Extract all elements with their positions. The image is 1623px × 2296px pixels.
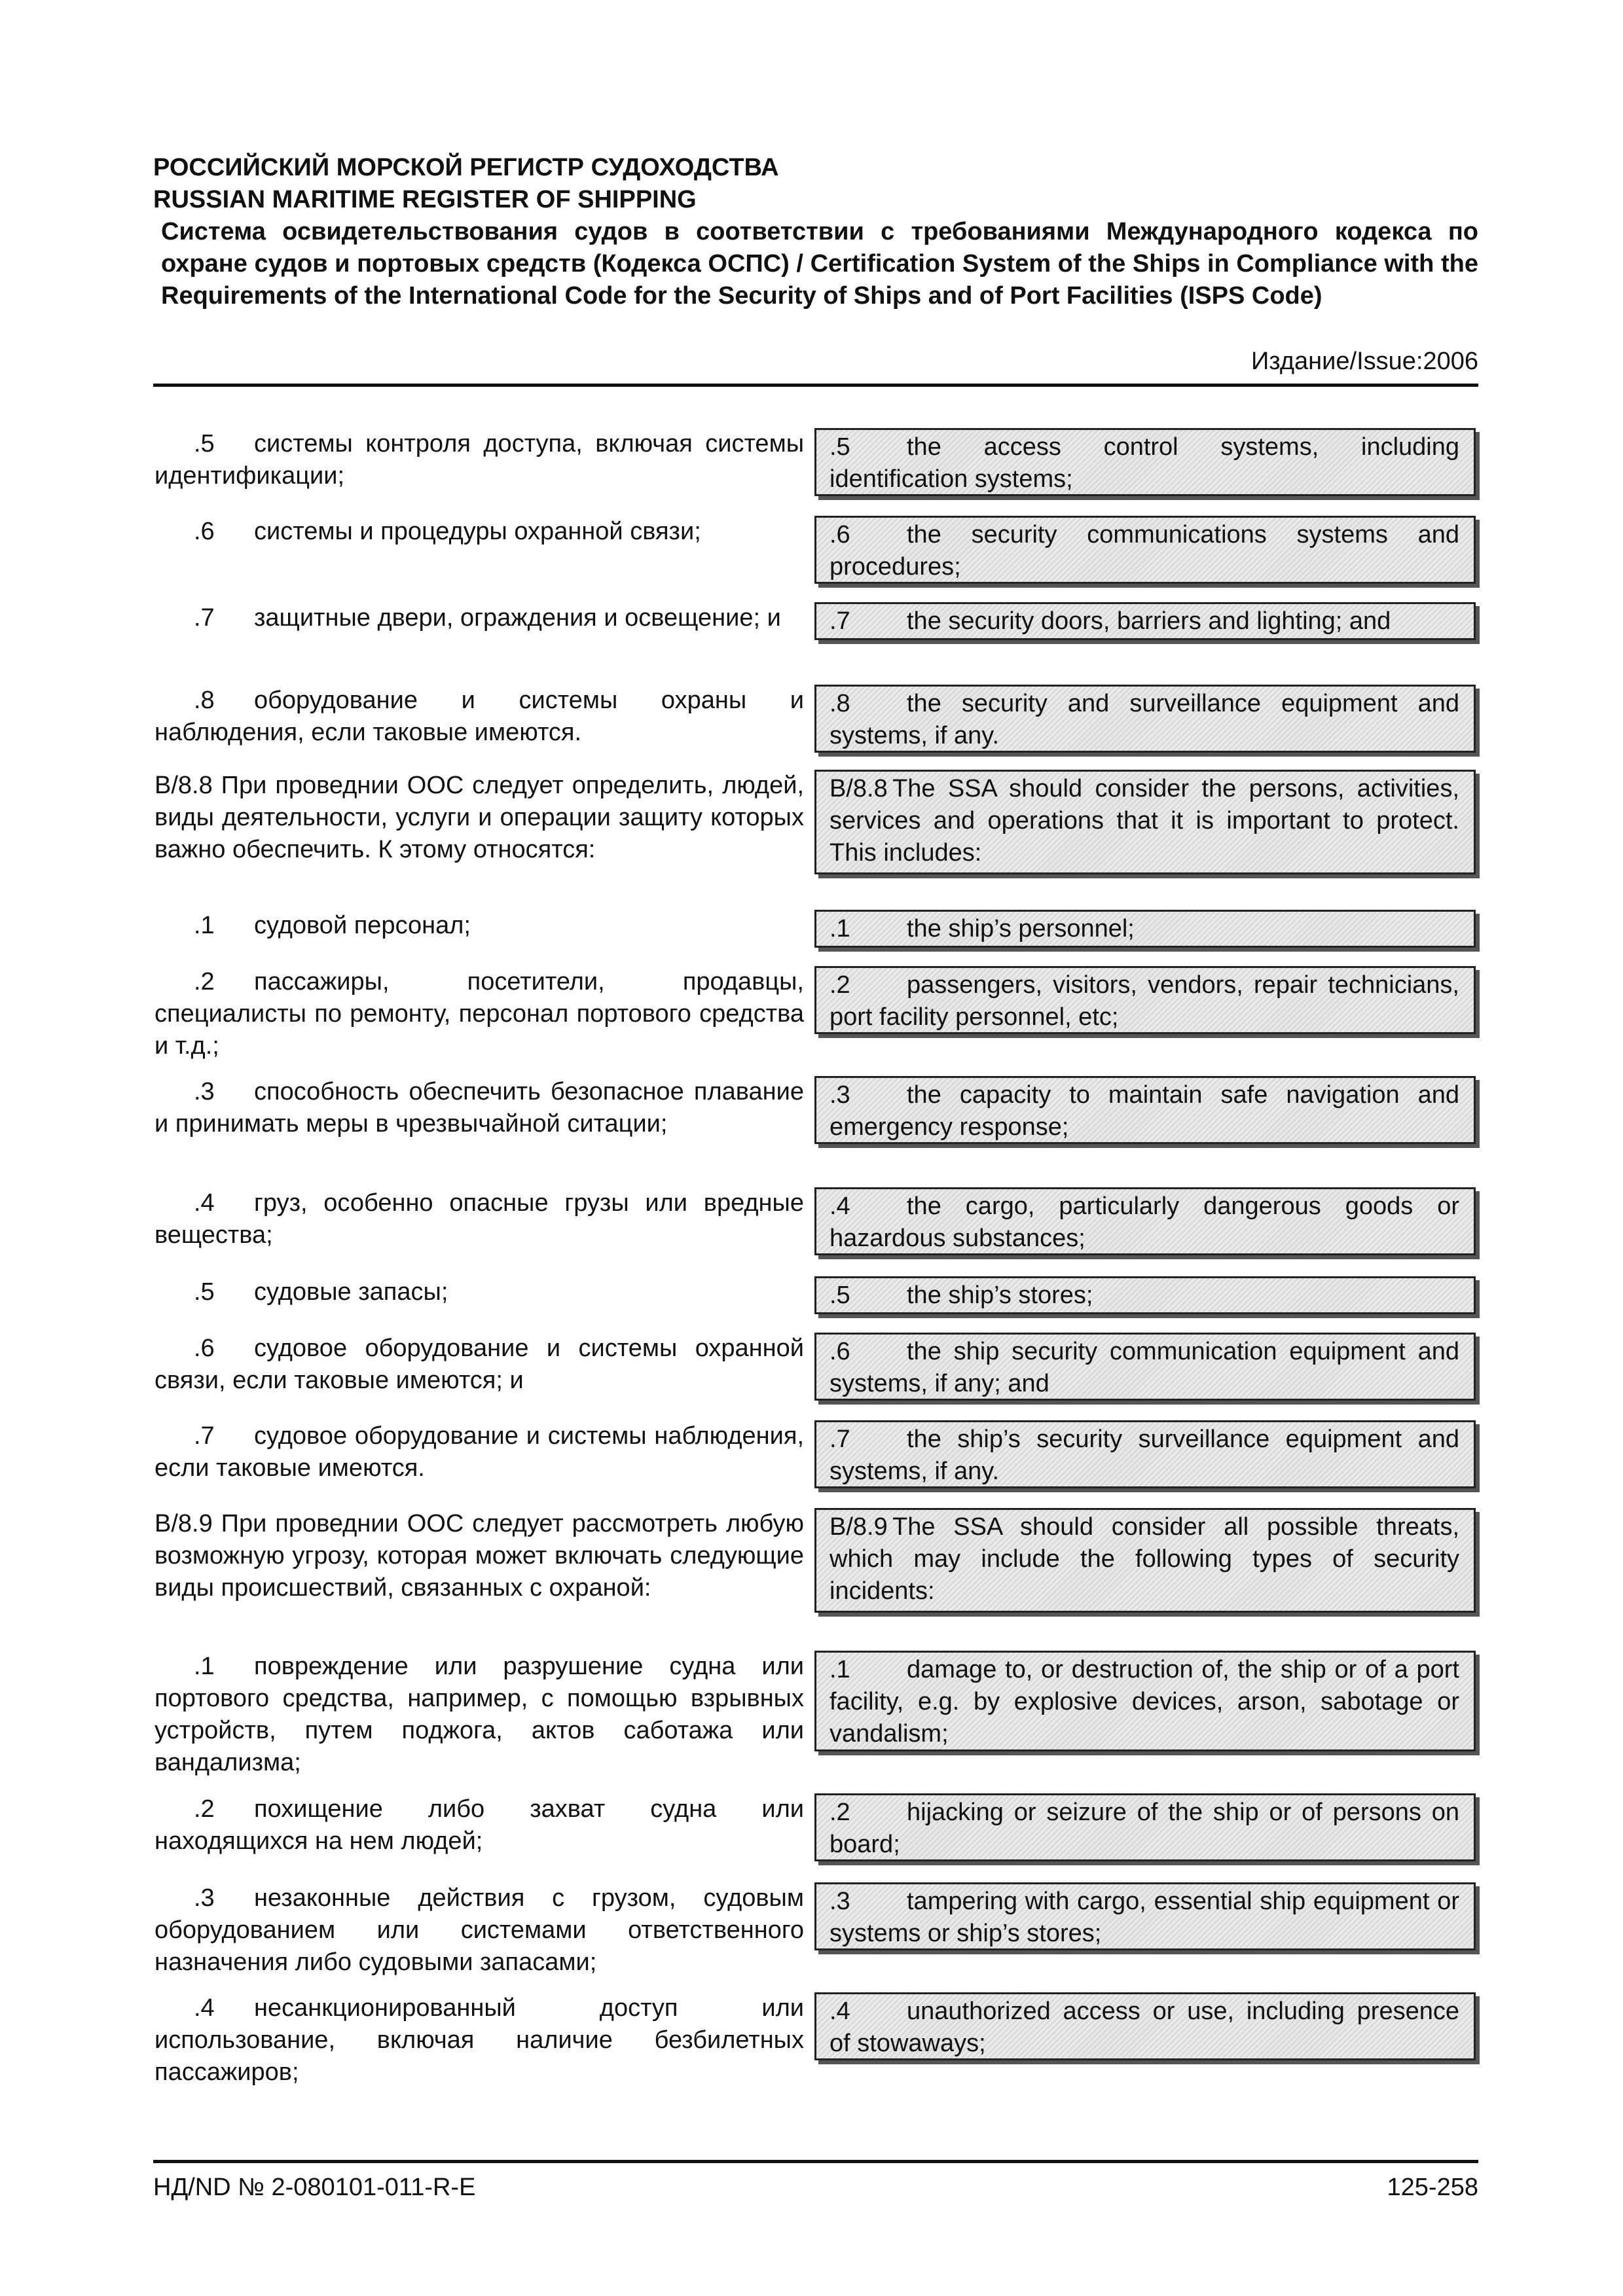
ru-item: .5 системы контроля доступа, включая системы идентификации; <box>155 430 804 490</box>
document-subtitle: Система освидетельствования судов в соответствии с требованиями Международного кодекса по охране судов и портовых средств (Кодекса ОСПС) / Certification System of the Ships in Compliance with the Requirements of the International Code for the Security of Ships and of Port Facilities (ISPS Code) <box>161 218 1478 310</box>
en-item-box: .3 the capacity to maintain safe navigation and emergency response; <box>814 1076 1476 1144</box>
ru-item: .1 повреждение или разрушение судна или портового средства, например, с помощью взрывных устройств, путем поджога, актов саботажа или вандализма; <box>155 1653 804 1776</box>
ru-item: .1 судовой персонал; <box>194 912 471 939</box>
ru-item: .5 судовые запасы; <box>194 1278 448 1306</box>
ru-item: .4 несанкционированный доступ или использование, включая наличие безбилетных пассажиров; <box>155 1994 804 2086</box>
ru-item: .4 груз, особенно опасные грузы или вредные вещества; <box>155 1189 804 1249</box>
header-rule <box>153 384 1478 387</box>
footer-rule <box>153 2160 1478 2163</box>
ru-item: .3 незаконные действия с грузом, судовым оборудованием или системами ответственного назначения либо судовыми запасами; <box>155 1884 804 1976</box>
en-item-box: .7 the security doors, barriers and lighting; and <box>814 602 1476 640</box>
en-item-box: .5 the access control systems, including identification systems; <box>814 428 1476 496</box>
en-item-box: .4 the cargo, particularly dangerous goods or hazardous substances; <box>814 1187 1476 1255</box>
ru-item: .2 похищение либо захват судна или находящихся на нем людей; <box>155 1795 804 1855</box>
ru-item: .6 системы и процедуры охранной связи; <box>194 518 701 545</box>
en-item-box: .6 the ship security communication equipment and systems, if any; and <box>814 1333 1476 1401</box>
en-item-box: .4 unauthorized access or use, including presence of stowaways; <box>814 1992 1476 2060</box>
register-title-en: RUSSIAN MARITIME REGISTER OF SHIPPING <box>153 186 697 213</box>
en-item-box: .7 the ship’s security surveillance equipment and systems, if any. <box>814 1420 1476 1488</box>
register-title-ru: РОССИЙСКИЙ МОРСКОЙ РЕГИСТР СУДОХОДСТВА <box>153 154 779 181</box>
en-item-box: .2 passengers, visitors, vendors, repair technicians, port facility personnel, etc; <box>814 966 1476 1034</box>
en-item-box: .6 the security communications systems and procedures; <box>814 516 1476 584</box>
en-item-box: .8 the security and surveillance equipment and systems, if any. <box>814 685 1476 753</box>
en-item-box: .1 damage to, or destruction of, the ship or of a port facility, e.g. by explosive devices, arson, sabotage or vandalism; <box>814 1651 1476 1751</box>
ru-item: .8 оборудование и системы охраны и наблюдения, если таковые имеются. <box>155 687 804 746</box>
en-item-box: .5 the ship’s stores; <box>814 1276 1476 1314</box>
ru-item: .3 способность обеспечить безопасное плавание и принимать меры в чрезвычайной ситации; <box>155 1078 804 1138</box>
page-header <box>153 152 1478 312</box>
page-number: 125-258 <box>1387 2174 1478 2201</box>
issue-label: Издание/Issue:2006 <box>1250 348 1478 375</box>
document-number: НД/ND № 2-080101-011-R-E <box>153 2174 476 2201</box>
ru-item: .7 защитные двери, ограждения и освещение; и <box>194 604 781 632</box>
ru-section-b88: B/8.8 При проведнии ООС следует определить, людей, виды деятельности, услуги и операции защиту которых важно обеспечить. К этому относятся: <box>155 772 804 863</box>
en-section-box-b89: B/8.9 The SSA should consider all possible threats, which may include the following types of security incidents: <box>814 1508 1476 1613</box>
en-item-box: .3 tampering with cargo, essential ship equipment or systems or ship’s stores; <box>814 1882 1476 1950</box>
en-item-box: .2 hijacking or seizure of the ship or of persons on board; <box>814 1793 1476 1861</box>
ru-section-b89: B/8.9 При проведнии ООС следует рассмотреть любую возможную угрозу, которая может включать следующие виды происшествий, связанных с охраной: <box>155 1510 804 1602</box>
ru-item: .6 судовое оборудование и системы охранной связи, если таковые имеются; и <box>155 1335 804 1394</box>
en-item-box: .1 the ship’s personnel; <box>814 910 1476 948</box>
ru-item: .7 судовое оборудование и системы наблюдения, если таковые имеются. <box>155 1422 804 1482</box>
en-section-box-b88: B/8.8 The SSA should consider the persons, activities, services and operations that it is important to protect. This includes: <box>814 770 1476 874</box>
ru-item: .2 пассажиры, посетители, продавцы, специалисты по ремонту, персонал портового средства и т.д.; <box>155 968 804 1060</box>
